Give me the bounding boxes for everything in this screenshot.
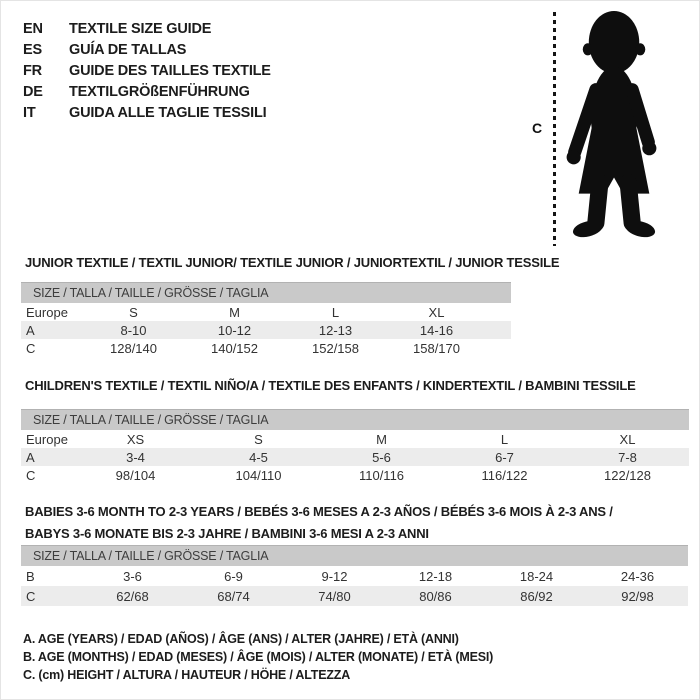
cell: 4-5 — [249, 449, 268, 465]
language-row-en — [23, 19, 271, 40]
language-row-es — [23, 40, 271, 61]
cell: 3-6 — [123, 568, 142, 584]
language-code: EN — [23, 21, 43, 37]
toddler-silhouette-icon — [561, 9, 663, 239]
children-section-title — [25, 375, 636, 397]
cell: 80/86 — [419, 588, 452, 604]
section-title-text: CHILDREN'S TEXTILE / TEXTIL NIÑO/A / TEXTILE DES ENFANTS / KINDERTEXTIL / BAMBINI TESSILE — [25, 378, 636, 393]
language-title: GUIDA ALLE TAGLIE TESSILI — [69, 105, 267, 121]
cell: 140/152 — [211, 340, 258, 356]
legend-notes — [23, 630, 493, 684]
language-code: ES — [23, 42, 42, 58]
babies-section-title — [25, 501, 613, 545]
cell: 8-10 — [120, 322, 147, 338]
table-row-age-months — [21, 566, 688, 586]
children-size-table — [21, 409, 689, 484]
cell: 62/68 — [116, 588, 149, 604]
language-title: TEXTILE SIZE GUIDE — [69, 21, 212, 37]
cell: 92/98 — [621, 588, 654, 604]
cell: 122/128 — [604, 467, 651, 483]
section-title-line1: BABIES 3-6 MONTH TO 2-3 YEARS / BEBÉS 3-6 MESES A 2-3 AÑOS / BÉBÉS 3-6 MOIS À 2-3 ANS / — [25, 504, 613, 519]
row-label: Europe — [26, 304, 68, 320]
language-title: GUIDE DES TAILLES TEXTILE — [69, 63, 271, 79]
cell: 10-12 — [217, 322, 252, 338]
cell: 158/170 — [413, 340, 460, 356]
row-label: B — [26, 568, 35, 584]
cell: 116/122 — [481, 467, 528, 483]
height-measure-dotted-line — [553, 12, 556, 246]
cell: 12-18 — [418, 568, 453, 584]
cell: XL — [619, 431, 636, 447]
cell: 74/80 — [318, 588, 351, 604]
cell: 68/74 — [217, 588, 250, 604]
cell: 152/158 — [312, 340, 359, 356]
language-title: GUÍA DE TALLAS — [69, 42, 187, 58]
row-label: C — [26, 588, 36, 604]
row-label: A — [26, 322, 35, 338]
cell: 18-24 — [519, 568, 554, 584]
language-code: FR — [23, 63, 42, 79]
section-title-line2: BABYS 3-6 MONATE BIS 2-3 JAHRE / BAMBINI 3-6 MESI A 2-3 ANNI — [25, 526, 429, 541]
cell: 6-7 — [495, 449, 514, 465]
table-row-europe — [21, 430, 689, 448]
table-row-age-years — [21, 321, 511, 339]
cell: 128/140 — [110, 340, 157, 356]
cell: M — [229, 304, 240, 320]
junior-size-table — [21, 282, 511, 357]
table-row-age-years — [21, 448, 689, 466]
language-title: TEXTILGRÖßENFÜHRUNG — [69, 84, 250, 100]
cell: 7-8 — [618, 449, 637, 465]
language-row-it — [23, 103, 271, 124]
size-header-band: SIZE / TALLA / TAILLE / GRÖSSE / TAGLIA — [21, 409, 689, 430]
table-row-height — [21, 586, 688, 606]
cell: XL — [428, 304, 445, 320]
note-age-months: B. AGE (MONTHS) / EDAD (MESES) / ÂGE (MOIS) / ALTER (MONATE) / ETÀ (MESI) — [23, 650, 494, 664]
cell: 5-6 — [372, 449, 391, 465]
language-row-de — [23, 82, 271, 103]
language-row-fr — [23, 61, 271, 82]
junior-section-title — [25, 252, 559, 274]
row-label: C — [26, 467, 36, 483]
section-title-text: JUNIOR TEXTILE / TEXTIL JUNIOR/ TEXTILE JUNIOR / JUNIORTEXTIL / JUNIOR TESSILE — [25, 255, 560, 270]
cell: 110/116 — [358, 467, 405, 483]
cell: S — [254, 431, 263, 447]
language-code: DE — [23, 84, 43, 100]
cell: 6-9 — [224, 568, 243, 584]
cell: 12-13 — [318, 322, 353, 338]
babies-size-table — [21, 545, 688, 606]
cell: 24-36 — [620, 568, 655, 584]
cell: 9-12 — [321, 568, 348, 584]
cell: L — [500, 431, 509, 447]
cell: M — [376, 431, 387, 447]
note-height-cm: C. (cm) HEIGHT / ALTURA / HAUTEUR / HÖHE / ALTEZZA — [23, 668, 351, 682]
language-code: IT — [23, 105, 36, 121]
cell: 3-4 — [126, 449, 145, 465]
cell: 14-16 — [419, 322, 454, 338]
cell: S — [129, 304, 138, 320]
cell: 86/92 — [520, 588, 553, 604]
cell: L — [331, 304, 340, 320]
size-header-band: SIZE / TALLA / TAILLE / GRÖSSE / TAGLIA — [21, 545, 688, 566]
row-label: Europe — [26, 431, 68, 447]
height-measure-label: C — [532, 120, 543, 136]
table-row-height — [21, 339, 511, 357]
language-title-list — [23, 19, 271, 124]
row-label: A — [26, 449, 35, 465]
cell: 104/110 — [235, 467, 282, 483]
size-header-band: SIZE / TALLA / TAILLE / GRÖSSE / TAGLIA — [21, 282, 511, 303]
row-label: C — [26, 340, 36, 356]
cell: XS — [126, 431, 145, 447]
table-row-height — [21, 466, 689, 484]
table-row-europe — [21, 303, 511, 321]
note-age-years: A. AGE (YEARS) / EDAD (AÑOS) / ÂGE (ANS) / ALTER (JAHRE) / ETÀ (ANNI) — [23, 632, 459, 646]
cell: 98/104 — [115, 467, 156, 483]
